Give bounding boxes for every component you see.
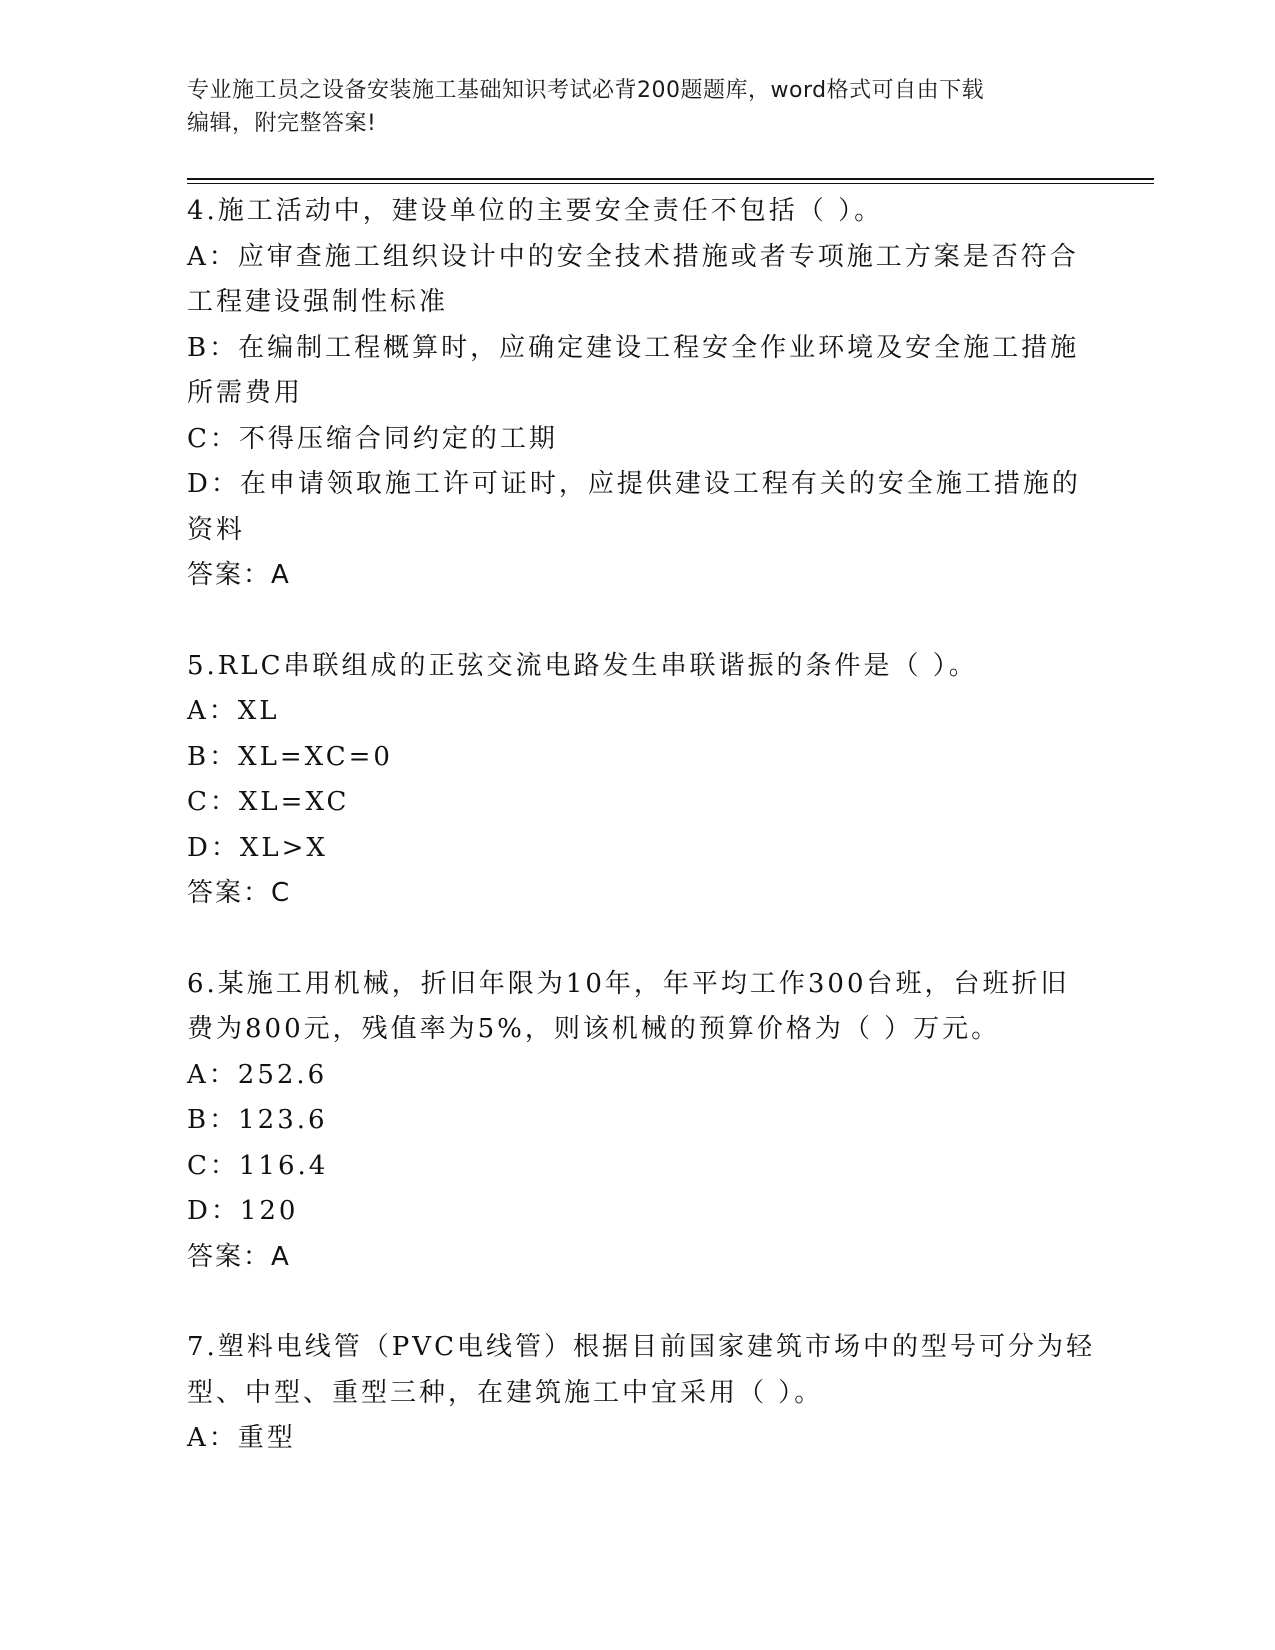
question-5-stem: 5.RLC串联组成的正弦交流电路发生串联谐振的条件是（ ）。 (187, 650, 978, 681)
question-5-option-c: C：XL=XC (187, 787, 350, 817)
question-4-option-d: D：在申请领取施工许可证时，应提供建设工程有关的安全施工措施的 (187, 469, 1081, 499)
question-7-stem: 7.塑料电线管（PVC电线管）根据目前国家建筑市场中的型号可分为轻 (187, 1332, 1095, 1362)
question-4 (187, 189, 1087, 599)
header-divider-thin (187, 183, 1154, 184)
header-line-2: 编辑，附完整答案! (187, 111, 377, 136)
question-4-option-b-cont: 所需费用 (187, 378, 304, 408)
question-6-option-a: A：252.6 (187, 1059, 328, 1090)
question-4-option-d-cont: 资料 (187, 514, 246, 545)
question-4-answer: 答案：A (187, 560, 291, 590)
question-5-answer: 答案：C (187, 878, 292, 908)
question-6-stem-cont: 费为800元，残值率为5%，则该机械的预算价格为（ ）万元。 (187, 1014, 1001, 1044)
question-4-option-c: C：不得压缩合同约定的工期 (187, 423, 558, 454)
question-6-option-c: C：116.4 (187, 1150, 329, 1181)
header-divider-thick (187, 178, 1154, 180)
question-list (187, 189, 1095, 1462)
question-4-option-b: B：在编制工程概算时，应确定建设工程安全作业环境及安全施工措施 (187, 332, 1080, 363)
question-7-option-a: A：重型 (187, 1423, 296, 1453)
question-5-option-a: A：XL (187, 696, 280, 726)
question-7-stem-cont: 型、中型、重型三种，在建筑施工中宜采用（ ）。 (187, 1377, 824, 1408)
question-6-stem: 6.某施工用机械，折旧年限为10年，年平均工作300台班，台班折旧 (187, 968, 1070, 999)
question-6-option-d: D：120 (187, 1196, 299, 1226)
question-7 (187, 1325, 1095, 1462)
question-4-option-a: A：应审查施工组织设计中的安全技术措施或者专项施工方案是否符合 (187, 241, 1079, 272)
question-5 (187, 644, 1087, 917)
question-4-option-a-cont: 工程建设强制性标准 (187, 287, 449, 317)
question-5-option-d: D：XL>X (187, 832, 328, 863)
document-header (187, 74, 1067, 140)
question-6 (187, 962, 1087, 1281)
header-line-1: 专业施工员之设备安装施工基础知识考试必背200题题库，word格式可自由下载 (187, 78, 985, 103)
question-6-option-b: B：123.6 (187, 1105, 328, 1135)
question-5-option-b: B：XL=XC=0 (187, 741, 393, 772)
question-6-answer: 答案：A (187, 1241, 291, 1272)
question-4-stem: 4.施工活动中，建设单位的主要安全责任不包括（ ）。 (187, 196, 884, 226)
